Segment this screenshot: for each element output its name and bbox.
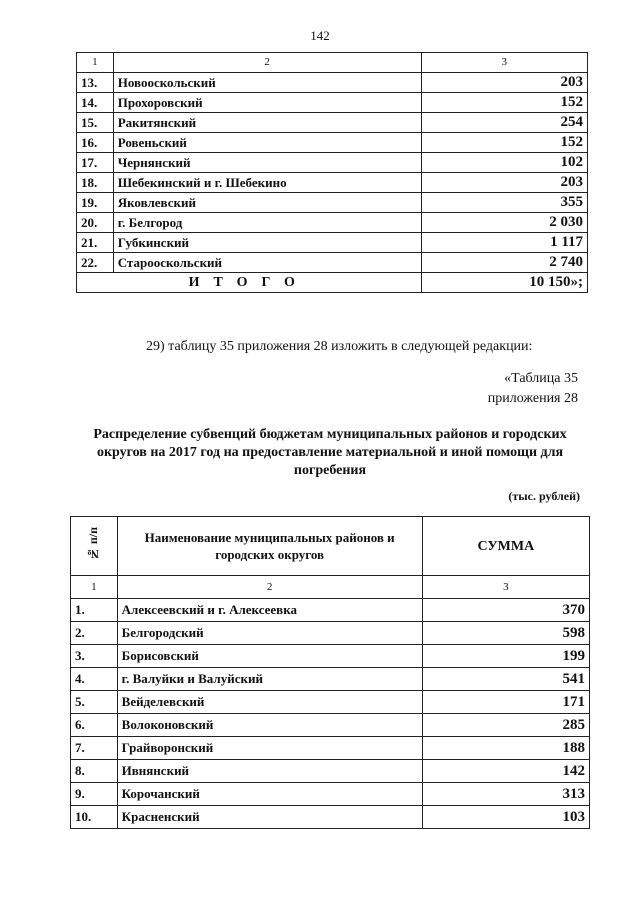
table-row: [71, 599, 590, 622]
amendment-paragraph: 29) таблицу 35 приложения 28 изложить в следующей редакции:: [146, 339, 533, 354]
row-sum: 152: [421, 93, 587, 113]
districts-table-continued: [76, 52, 588, 293]
row-number: 9.: [71, 783, 118, 806]
row-number: 19.: [77, 193, 114, 213]
row-sum: 313: [422, 783, 589, 806]
table-row: [71, 645, 590, 668]
district-name: Грайворонский: [117, 737, 422, 760]
table-row: [77, 153, 588, 173]
table-caption: [488, 369, 578, 409]
district-name: Ровеньский: [113, 133, 421, 153]
table-row: [77, 233, 588, 253]
column-header-name: Наименование муниципальных районов и городских округов: [117, 517, 422, 576]
table-row: [71, 622, 590, 645]
column-number-row: [77, 53, 588, 73]
table-row: [71, 806, 590, 829]
table-row: [77, 93, 588, 113]
row-number: 5.: [71, 691, 118, 714]
column-header-number: № п/п: [71, 517, 118, 576]
row-number: 4.: [71, 668, 118, 691]
row-number: 21.: [77, 233, 114, 253]
row-number: 17.: [77, 153, 114, 173]
district-name: Белгородский: [117, 622, 422, 645]
table-caption-line: приложения 28: [487, 391, 578, 406]
column-number: 3: [422, 576, 589, 599]
table-row: [77, 213, 588, 233]
table-row: [71, 714, 590, 737]
row-number: 1.: [71, 599, 118, 622]
row-number: 18.: [77, 173, 114, 193]
row-sum: 103: [422, 806, 589, 829]
row-number: 22.: [77, 253, 114, 273]
table-row: [77, 113, 588, 133]
row-sum: 199: [422, 645, 589, 668]
row-sum: 142: [422, 760, 589, 783]
row-sum: 2 030: [421, 213, 587, 233]
district-name: Алексеевский и г. Алексеевка: [117, 599, 422, 622]
column-number-row: [71, 576, 590, 599]
row-number: 16.: [77, 133, 114, 153]
district-name: Ивнянский: [117, 760, 422, 783]
row-sum: 285: [422, 714, 589, 737]
column-number: 3: [421, 53, 587, 73]
district-name: г. Валуйки и Валуйский: [117, 668, 422, 691]
row-sum: 188: [422, 737, 589, 760]
table-caption-line: «Таблица 35: [504, 371, 578, 386]
table-row: [71, 737, 590, 760]
column-header-sum: СУММА: [422, 517, 589, 576]
district-name: Яковлевский: [113, 193, 421, 213]
column-number: 2: [113, 53, 421, 73]
district-name: Корочанский: [117, 783, 422, 806]
row-sum: 370: [422, 599, 589, 622]
row-sum: 1 117: [421, 233, 587, 253]
district-name: Старооскольский: [113, 253, 421, 273]
column-number: 1: [71, 576, 118, 599]
row-number: 6.: [71, 714, 118, 737]
row-sum: 2 740: [421, 253, 587, 273]
document-title: Распределение субвенций бюджетам муниципальных районов и городских округов на 2017 год на предоставление материальной и иной помощи для погребения: [93, 427, 567, 478]
row-sum: 102: [421, 153, 587, 173]
table-row: [77, 173, 588, 193]
district-name: Борисовский: [117, 645, 422, 668]
district-name: Вейделевский: [117, 691, 422, 714]
table-row: [77, 133, 588, 153]
district-name: Губкинский: [113, 233, 421, 253]
district-name: Чернянский: [113, 153, 421, 173]
row-sum: 171: [422, 691, 589, 714]
total-sum: 10 150»;: [421, 273, 587, 293]
row-number: 3.: [71, 645, 118, 668]
row-number: 14.: [77, 93, 114, 113]
row-sum: 598: [422, 622, 589, 645]
table-row: [71, 783, 590, 806]
column-number: 1: [77, 53, 114, 73]
table-row: [77, 193, 588, 213]
row-number: 13.: [77, 73, 114, 93]
table-row: [77, 253, 588, 273]
row-sum: 541: [422, 668, 589, 691]
table-header-row: [71, 517, 590, 576]
row-number: 2.: [71, 622, 118, 645]
subvention-table: [70, 516, 590, 829]
row-number: 8.: [71, 760, 118, 783]
row-sum: 355: [421, 193, 587, 213]
table-row: [71, 668, 590, 691]
page-number: 142: [310, 28, 330, 43]
total-row: [77, 273, 588, 293]
total-label: ИТОГО: [77, 273, 422, 293]
row-sum: 152: [421, 133, 587, 153]
row-number: 15.: [77, 113, 114, 133]
column-number: 2: [117, 576, 422, 599]
table-row: [77, 73, 588, 93]
row-sum: 203: [421, 73, 587, 93]
district-name: Прохоровский: [113, 93, 421, 113]
row-number: 10.: [71, 806, 118, 829]
table-row: [71, 760, 590, 783]
district-name: Волоконовский: [117, 714, 422, 737]
units-label: (тыс. рублей): [508, 489, 580, 503]
row-sum: 203: [421, 173, 587, 193]
district-name: Красненский: [117, 806, 422, 829]
row-number: 20.: [77, 213, 114, 233]
district-name: Шебекинский и г. Шебекино: [113, 173, 421, 193]
row-sum: 254: [421, 113, 587, 133]
row-number: 7.: [71, 737, 118, 760]
district-name: г. Белгород: [113, 213, 421, 233]
district-name: Новооскольский: [113, 73, 421, 93]
district-name: Ракитянский: [113, 113, 421, 133]
table-row: [71, 691, 590, 714]
